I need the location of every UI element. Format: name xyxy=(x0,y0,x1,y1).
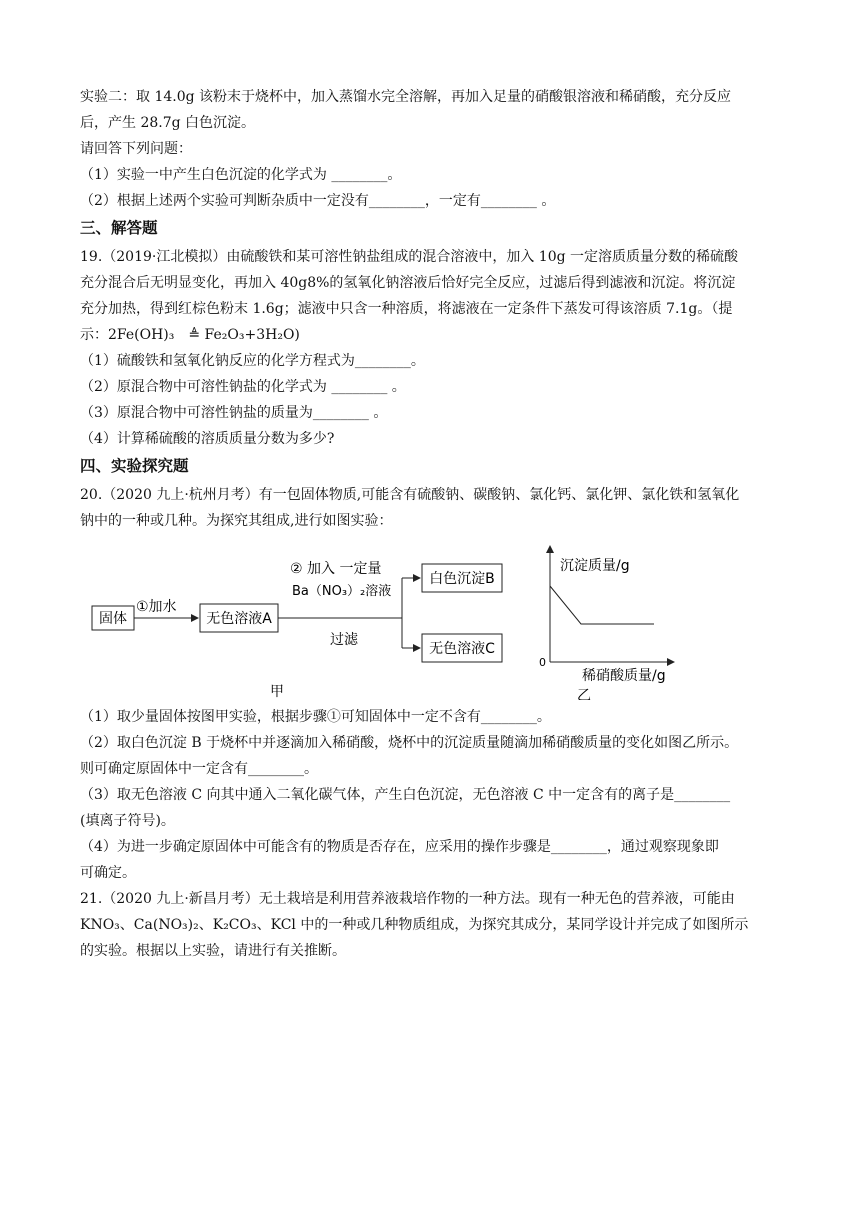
document-page xyxy=(80,84,780,964)
q19-sub3: （3）原混合物中可溶性钠盐的质量为________ 。 xyxy=(80,405,388,421)
step2-label-1: ② 加入 一定量 xyxy=(290,561,382,577)
q20-sub4a: （4）为进一步确定原固体中可能含有的物质是否存在，应采用的操作步骤是________，通过观察现象即 xyxy=(80,839,719,855)
q21-line3: 的实验。根据以上实验，请进行有关推断。 xyxy=(80,943,346,959)
q20-sub4b: 可确定。 xyxy=(80,865,136,881)
section-3-heading: 三、解答题 xyxy=(80,218,158,237)
section-4-heading: 四、实验探究题 xyxy=(80,456,189,475)
exp2-line2: 后，产生 28.7g 白色沉淀。 xyxy=(80,115,256,131)
q19-sub2: （2）原混合物中可溶性钠盐的化学式为 ________ 。 xyxy=(80,379,406,395)
q19-line2: 充分混合后无明显变化，再加入 40g8%的氢氧化钠溶液后恰好完全反应，过滤后得到滤液和沉淀。将沉淀 xyxy=(80,275,736,291)
label-yi: 乙 xyxy=(577,688,591,700)
q20-sub3b: (填离子符号)。 xyxy=(80,813,175,829)
graph-curve xyxy=(550,586,654,624)
label-jia: 甲 xyxy=(270,684,284,700)
q18-sub2: （2）根据上述两个实验可判断杂质中一定没有________，一定有________ 。 xyxy=(80,193,556,209)
solution-a-label: 无色溶液A xyxy=(206,611,272,627)
exp2-line1: 实验二：取 14.0g 该粉末于烧杯中，加入蒸馏水完全溶解，再加入足量的硝酸银溶液和稀硝酸，充分反应 xyxy=(80,89,732,105)
graph-origin: 0 xyxy=(539,656,546,669)
q20-sub1: （1）取少量固体按图甲实验，根据步骤①可知固体中一定不含有________。 xyxy=(80,709,551,725)
ask-text: 请回答下列问题： xyxy=(80,141,192,157)
q20-line1: 20.（2020 九上·杭州月考）有一包固体物质,可能含有硫酸钠、碳酸钠、氯化钙、氯化钾、氯化铁和氢氧化 xyxy=(80,487,740,503)
experiment-diagram xyxy=(80,540,780,700)
step2-label-2: Ba（NO₃）₂溶液 xyxy=(292,584,392,599)
q21-line2: KNO₃、Ca(NO₃)₂、K₂CO₃、KCl 中的一种或几种物质组成，为探究其成分，某同学设计并完成了如图所示 xyxy=(80,917,749,933)
diagram-svg xyxy=(80,540,780,700)
q19-sub4: （4）计算稀硫酸的溶质质量分数为多少? xyxy=(80,431,335,447)
solution-c-label: 无色溶液C xyxy=(429,641,495,657)
q19-line1: 19.（2019·江北模拟）由硫酸铁和某可溶性钠盐组成的混合溶液中，加入 10g 一定溶质质量分数的稀硫酸 xyxy=(80,249,739,265)
q20-sub3a: （3）取无色溶液 C 向其中通入二氧化碳气体，产生白色沉淀，无色溶液 C 中一定含有的离子是________ xyxy=(80,787,731,803)
q20-sub2a: （2）取白色沉淀 B 于烧杯中并逐滴加入稀硝酸，烧杯中的沉淀质量随滴加稀硝酸质量的变化如图乙所示。 xyxy=(80,735,739,751)
q19-line4: 示：2Fe(OH)₃ ≜ Fe₂O₃+3H₂O) xyxy=(80,327,300,343)
q18-sub1: （1）实验一中产生白色沉淀的化学式为 ________。 xyxy=(80,167,402,183)
precip-b-label: 白色沉淀B xyxy=(429,571,495,587)
graph-xlabel: 稀硝酸质量/g xyxy=(582,668,666,684)
filter-label: 过滤 xyxy=(330,632,358,648)
q19-line3: 充分加热，得到红棕色粉末 1.6g；滤液中只含一种溶质，将滤液在一定条件下蒸发可得该溶质 7.1g。（提 xyxy=(80,301,733,317)
q19-sub1: （1）硫酸铁和氢氧化钠反应的化学方程式为________。 xyxy=(80,353,425,369)
q20-line2: 钠中的一种或几种。为探究其组成,进行如图实验： xyxy=(80,513,393,529)
step1-label: ①加水 xyxy=(136,599,177,615)
solid-label: 固体 xyxy=(99,611,127,627)
graph-ylabel: 沉淀质量/g xyxy=(560,558,630,574)
q20-sub2b: 则可确定原固体中一定含有________。 xyxy=(80,761,318,777)
q21-line1: 21.（2020 九上·新昌月考）无土栽培是利用营养液栽培作物的一种方法。现有一种无色的营养液，可能由 xyxy=(80,891,735,907)
